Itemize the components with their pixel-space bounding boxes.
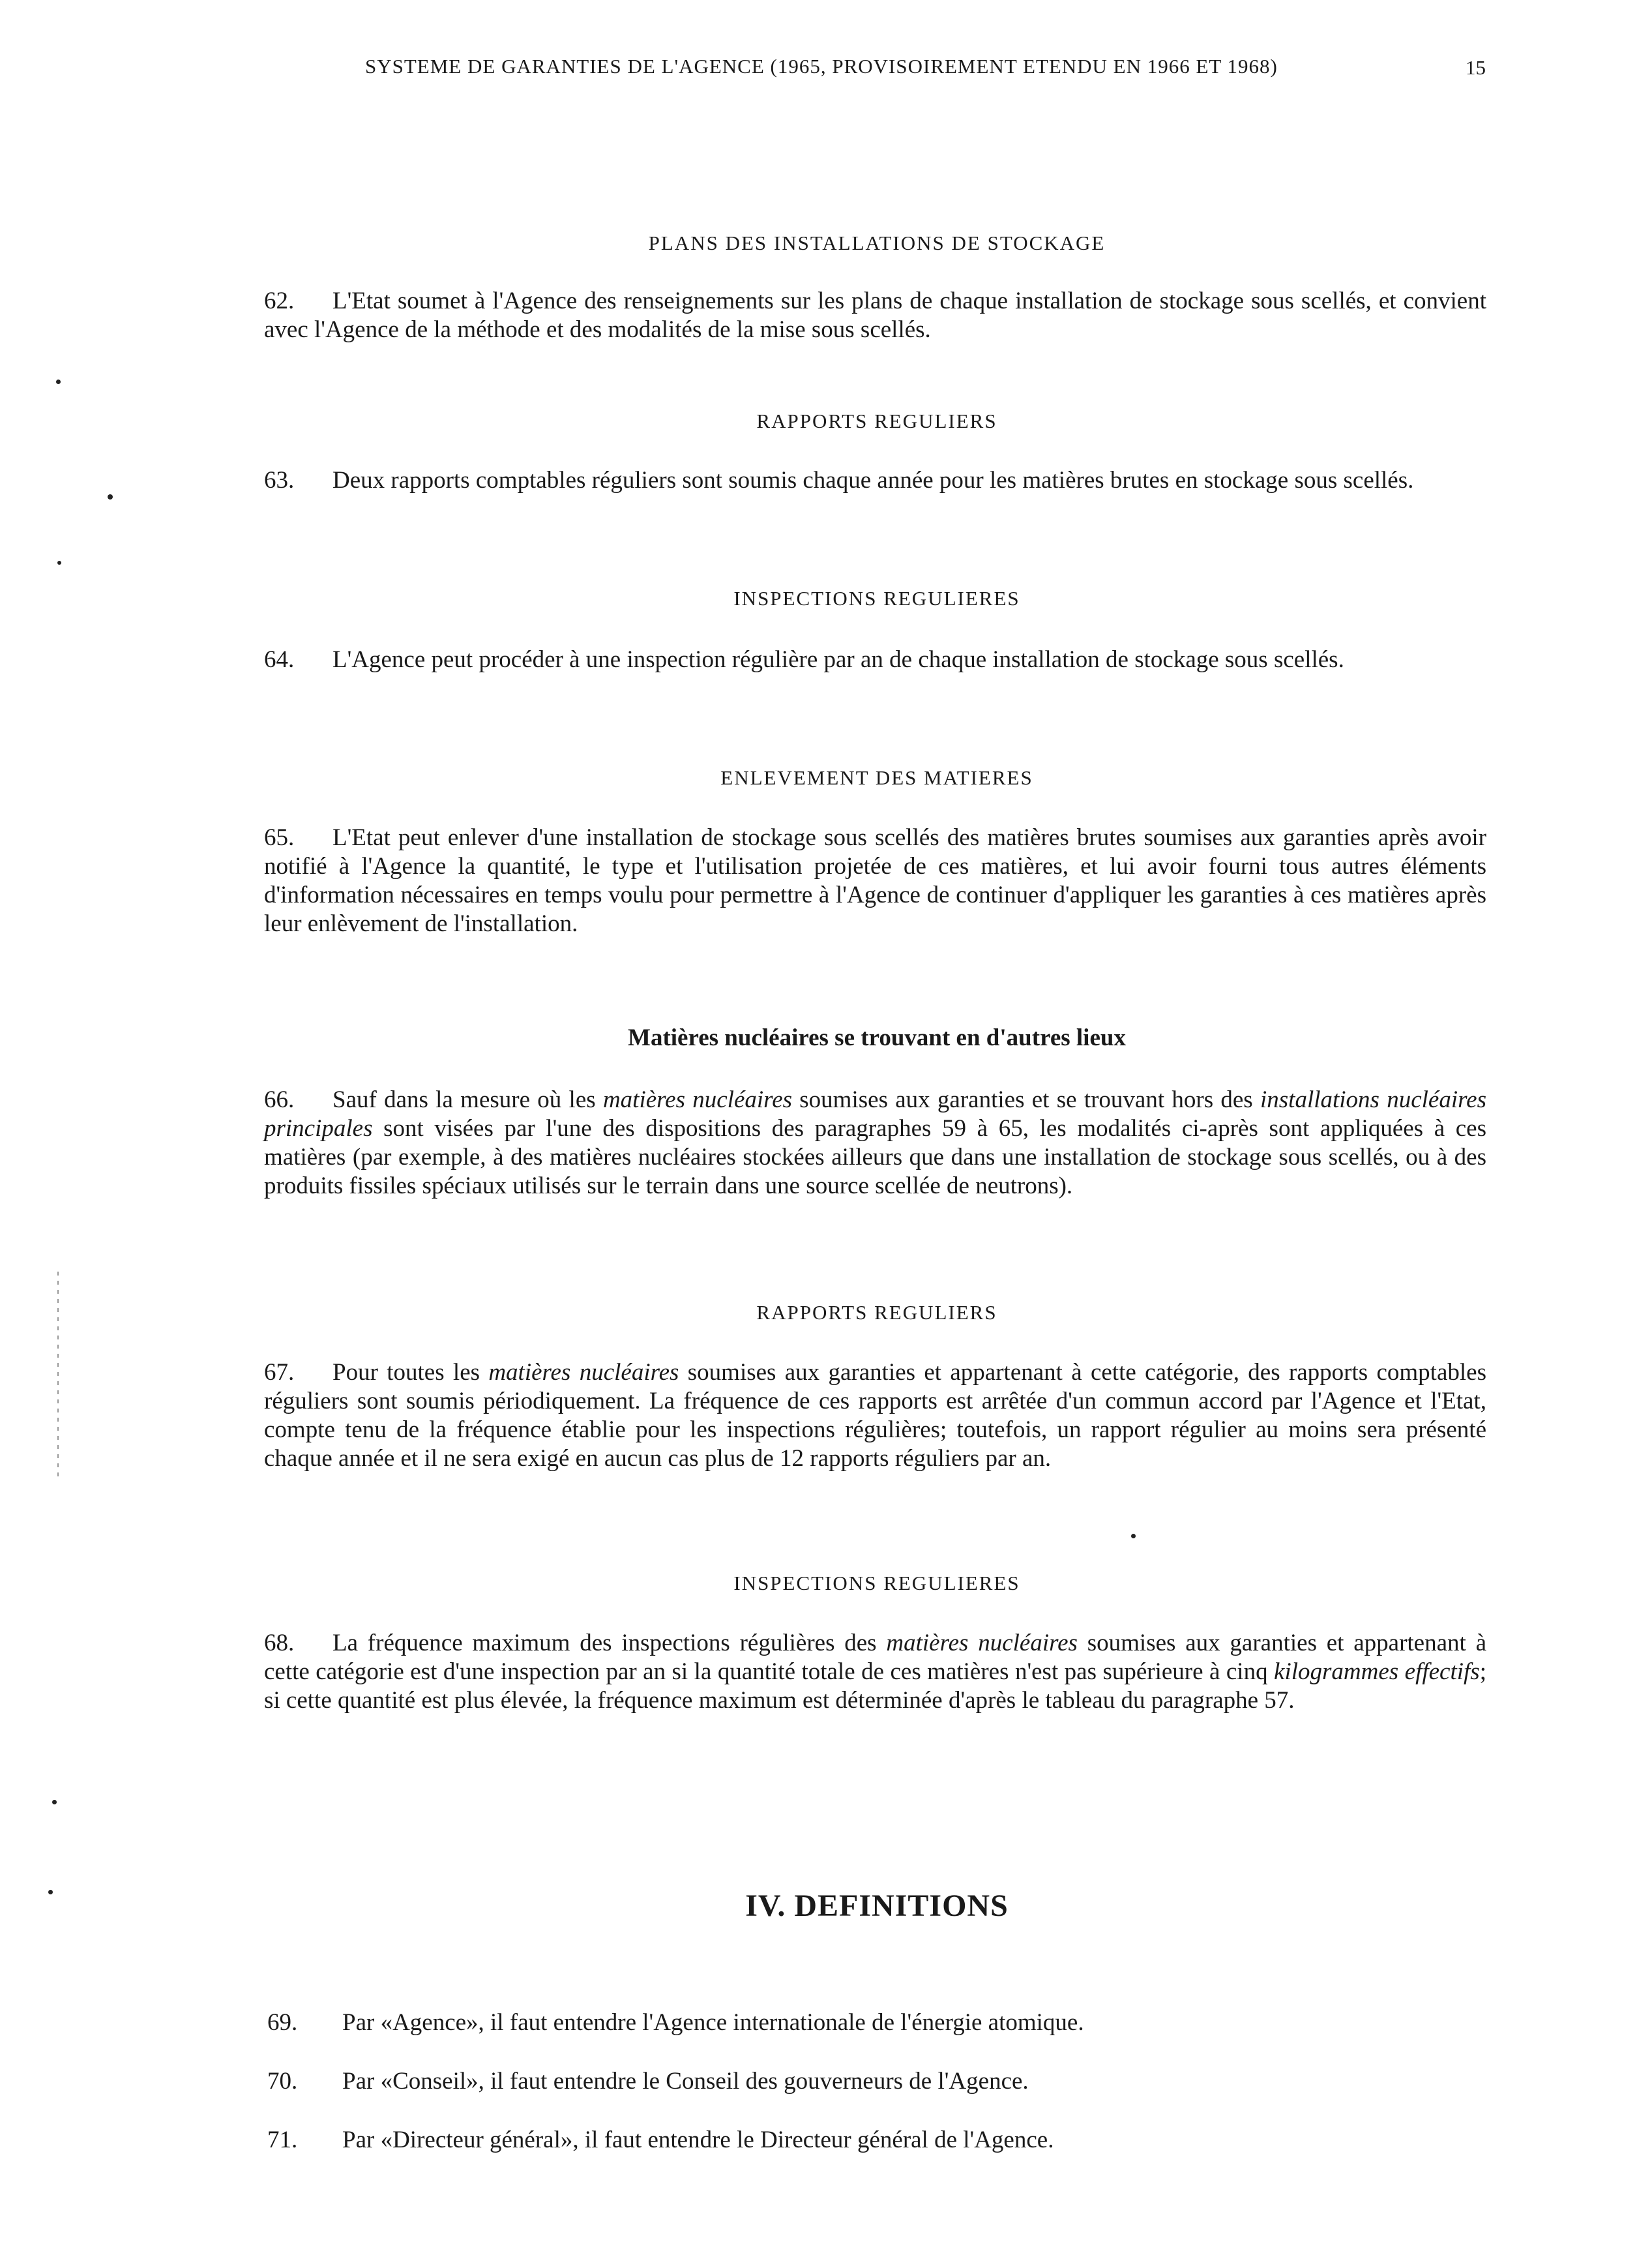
page-number: 15: [1466, 56, 1486, 79]
paragraph-text: Pour toutes les: [332, 1359, 489, 1386]
definition-text: Par «Agence», il faut entendre l'Agence internationale de l'énergie atomique.: [342, 2009, 1084, 2036]
section-heading: PLANS DES INSTALLATIONS DE STOCKAGE: [648, 231, 1106, 254]
paragraph-number: 66.: [264, 1086, 295, 1113]
section-heading: RAPPORTS REGULIERS: [756, 410, 997, 432]
paragraph-64: [264, 646, 1486, 674]
paragraph-text: Deux rapports comptables réguliers sont soumis chaque année pour les matières brutes en stockage sous scellés.: [332, 467, 1414, 494]
running-header: SYSTEME DE GARANTIES DE L'AGENCE (1965, PROVISOIREMENT ETENDU EN 1966 ET 1968): [365, 55, 1278, 78]
section-heading: ENLEVEMENT DES MATIERES: [720, 766, 1033, 789]
section-heading: INSPECTIONS REGULIERES: [733, 587, 1020, 610]
italic-term: matières nucléaires: [488, 1359, 679, 1386]
scan-speck: [108, 494, 113, 500]
section-heading: RAPPORTS REGULIERS: [756, 1301, 997, 1324]
paragraph-text: La fréquence maximum des inspections régulières des: [332, 1630, 887, 1656]
subsection-title: Matières nucléaires se trouvant en d'autres lieux: [628, 1024, 1126, 1051]
paragraph-number: 64.: [264, 646, 295, 673]
part-title: IV. DEFINITIONS: [745, 1889, 1009, 1923]
definition-71: [267, 2126, 1486, 2155]
paragraph-number: 71.: [267, 2127, 298, 2153]
paragraph-number: 65.: [264, 824, 295, 851]
section-heading: INSPECTIONS REGULIERES: [733, 1572, 1020, 1594]
paragraph-65: [264, 824, 1486, 938]
scan-speck: [56, 380, 61, 384]
scan-speck: [48, 1890, 53, 1894]
paragraph-62: [264, 287, 1486, 344]
paragraph-text: ; si cette quantité est plus élevée, la fréquence maximum est déterminée d'après le tableau du paragraphe 57.: [264, 1658, 1486, 1714]
definition-69: [267, 2009, 1486, 2037]
paragraph-text: soumises aux garanties et appartenant à cette catégorie est d'une inspection par an si la quantité totale de ces matières n'est pas supérieure à cinq: [264, 1630, 1487, 1685]
paragraph-68: [264, 1629, 1486, 1715]
paragraph-text: sont visées par l'une des dispositions des paragraphes 59 à 65, les modalités ci-après sont appliquées à ces matières (par exemple, à des matières nucléaires stockées ailleurs que dans une installation de stockage sous scellés, ou à des produits fissiles spéciaux utilisés sur le terrain dans une source scellée de neutrons).: [264, 1115, 1486, 1199]
paragraph-number: 67.: [264, 1359, 295, 1386]
scan-speck: [52, 1800, 57, 1804]
italic-term: matières nucléaires: [886, 1630, 1078, 1656]
paragraph-text: soumises aux garanties et appartenant à cette catégorie, des rapports comptables réguliers sont soumis périodiquement. La fréquence de ces rapports est arrêtée d'un commun accord par l'Agence et l'Etat, compte tenu de la fréquence établie pour les inspections régulières; toutefois, un rapport régulier au moins sera présenté chaque année et il ne sera exigé en aucun cas plus de 12 rapports réguliers par an.: [264, 1359, 1486, 1472]
italic-term: matières nucléaires: [602, 1086, 793, 1113]
paragraph-63: [264, 466, 1486, 495]
paragraph-number: 70.: [267, 2068, 298, 2095]
paragraph-number: 63.: [264, 467, 295, 494]
paragraph-text: soumises aux garanties et se trouvant hors des: [792, 1086, 1260, 1113]
scan-speck: [1131, 1534, 1136, 1538]
italic-term: installations nucléaires principales: [264, 1086, 1486, 1142]
italic-term: kilogrammes effectifs: [1274, 1658, 1480, 1685]
paragraph-text: L'Etat soumet à l'Agence des renseignements sur les plans de chaque installation de stockage sous scellés, et convient avec l'Agence de la méthode et des modalités de la mise sous scellés.: [264, 288, 1486, 343]
paragraph-number: 62.: [264, 288, 295, 314]
paragraph-text: L'Agence peut procéder à une inspection régulière par an de chaque installation de stockage sous scellés.: [332, 646, 1344, 673]
paragraph-number: 69.: [267, 2009, 298, 2036]
scan-speck: [57, 561, 61, 565]
paragraph-66: [264, 1086, 1486, 1201]
paragraph-text: L'Etat peut enlever d'une installation de stockage sous scellés des matières brutes soumises aux garanties après avoir notifié à l'Agence la quantité, le type et l'utilisation projetée de ces matières, et lui avoir fourni tous autres éléments d'information nécessaires en temps voulu pour permettre à l'Agence de continuer d'appliquer les garanties à ces matières après leur enlèvement de l'installation.: [264, 824, 1486, 937]
paragraph-67: [264, 1358, 1486, 1473]
definition-text: Par «Directeur général», il faut entendre le Directeur général de l'Agence.: [342, 2127, 1054, 2153]
scan-edge-line: [57, 1272, 59, 1480]
paragraph-text: Sauf dans la mesure où les: [332, 1086, 603, 1113]
definition-70: [267, 2067, 1486, 2096]
definition-text: Par «Conseil», il faut entendre le Conseil des gouverneurs de l'Agence.: [342, 2068, 1029, 2095]
paragraph-number: 68.: [264, 1630, 295, 1656]
